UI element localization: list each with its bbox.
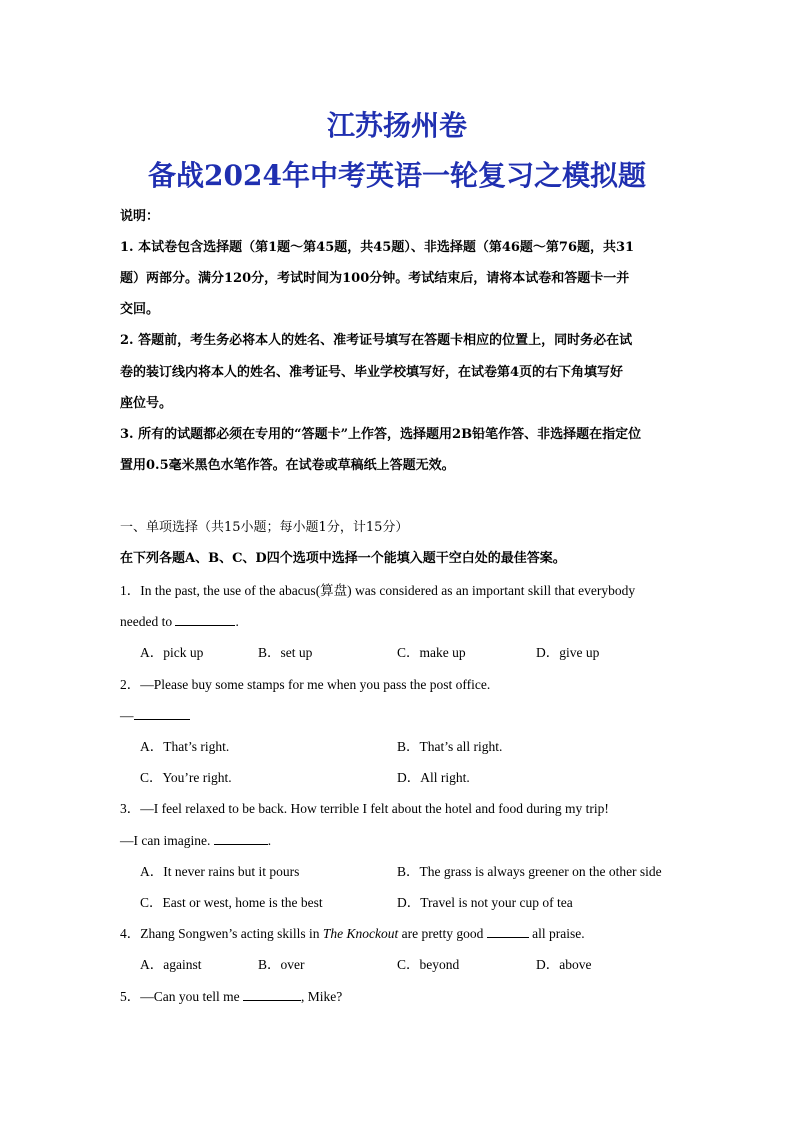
question-2-option-a: A．That’s right. xyxy=(140,739,230,754)
question-1-option-c: C．make up xyxy=(397,645,466,660)
question-4-text-mid: are pretty good xyxy=(398,926,484,941)
question-5-text-start: 5．—Can you tell me xyxy=(120,989,240,1004)
question-1-option-b: B．set up xyxy=(258,645,313,660)
question-3-response-text: —I can imagine. xyxy=(120,833,211,848)
question-4-text-end: all praise. xyxy=(528,926,585,941)
question-1-stem-cont xyxy=(120,613,239,631)
instruction-2-line-3: 座位号。 xyxy=(120,396,173,411)
question-2-option-b: B．That’s all right. xyxy=(397,739,503,754)
question-2-option-c: C．You’re right. xyxy=(140,770,232,785)
question-2-response xyxy=(120,707,190,725)
answer-blank xyxy=(487,925,529,938)
instruction-1-line-3: 交回。 xyxy=(120,302,160,317)
question-5-stem xyxy=(120,988,342,1006)
answer-blank xyxy=(175,613,235,626)
question-4-text-start: 4．Zhang Songwen’s acting skills in xyxy=(120,926,323,941)
page-title-main: 备战2024年中考英语一轮复习之模拟题 xyxy=(148,159,646,192)
instructions-heading: 说明： xyxy=(120,209,160,224)
answer-blank xyxy=(134,707,190,720)
instruction-3-line-1: 3. 所有的试题都必须在专用的“答题卡”上作答，选择题用2B铅笔作答、非选择题在指定位 xyxy=(120,427,642,442)
question-3-stem: 3．—I feel relaxed to be back. How terrible I felt about the hotel and food during my trip! xyxy=(120,801,609,816)
question-4-stem xyxy=(120,925,585,943)
section-heading: 一、单项选择（共15小题；每小题1分，计15分） xyxy=(120,520,409,535)
question-3-option-c: C．East or west, home is the best xyxy=(140,895,323,910)
question-4-option-a: A．against xyxy=(140,957,202,972)
question-1-stem: 1．In the past, the use of the abacus(算盘) was considered as an important skill that everybody xyxy=(120,583,636,598)
answer-blank xyxy=(214,832,268,845)
question-5-text-end: , Mike? xyxy=(300,989,343,1004)
section-direction: 在下列各题A、B、C、D四个选项中选择一个能填入题干空白处的最佳答案。 xyxy=(120,551,566,566)
question-2-option-d: D．All right. xyxy=(397,770,470,785)
instruction-1-line-2: 题）两部分。满分120分，考试时间为100分钟。考试结束后，请将本试卷和答题卡一并 xyxy=(120,271,630,286)
instruction-3-line-2: 置用0.5毫米黑色水笔作答。在试卷或草稿纸上答题无效。 xyxy=(120,458,455,473)
answer-blank xyxy=(243,988,301,1001)
question-4-option-d: D．above xyxy=(536,957,592,972)
instruction-1-line-1: 1. 本试卷包含选择题（第1题～第45题，共45题）、非选择题（第46题～第76题，共31 xyxy=(120,240,635,255)
question-4-option-b: B．over xyxy=(258,957,305,972)
question-3-option-b: B．The grass is always greener on the other side xyxy=(397,864,662,879)
question-3-option-d: D．Travel is not your cup of tea xyxy=(397,895,573,910)
movie-title: The Knockout xyxy=(322,926,399,941)
question-3-period: . xyxy=(267,833,272,848)
question-1-stem-text: needed to xyxy=(120,614,173,629)
page-title-region: 江苏扬州卷 xyxy=(326,109,467,142)
question-1-option-a: A．pick up xyxy=(140,645,204,660)
question-1-period: . xyxy=(235,614,239,629)
question-3-option-a: A．It never rains but it pours xyxy=(140,864,300,879)
instruction-2-line-1: 2. 答题前，考生务必将本人的姓名、准考证号填写在答题卡相应的位置上，同时务必在试 xyxy=(120,333,633,348)
question-4-option-c: C．beyond xyxy=(397,957,460,972)
question-2-dash: — xyxy=(120,708,134,723)
question-1-option-d: D．give up xyxy=(536,645,600,660)
question-2-stem: 2．—Please buy some stamps for me when you pass the post office. xyxy=(120,677,491,692)
instruction-2-line-2: 卷的装订线内将本人的姓名、准考证号、毕业学校填写好，在试卷第4页的右下角填写好 xyxy=(120,365,624,380)
question-3-response xyxy=(120,832,271,850)
